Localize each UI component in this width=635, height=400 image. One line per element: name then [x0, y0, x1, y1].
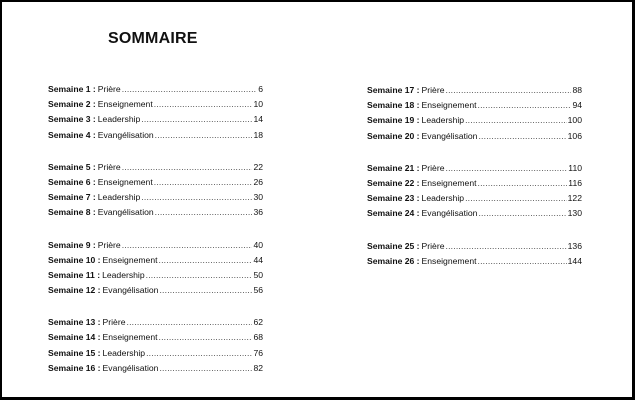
dot-leader	[141, 190, 252, 205]
toc-entry-page: 106	[567, 130, 582, 141]
toc-entry: Semaine 18 : Enseignement ..... 94	[367, 98, 582, 113]
toc-entry: Semaine 25 : Prière ..... 136	[367, 239, 582, 254]
dot-leader	[155, 205, 253, 220]
toc-entry: Semaine 15 : Leadership ..... 76	[48, 346, 263, 361]
toc-group	[48, 160, 263, 221]
toc-entry: Semaine 2 : Enseignement ..... 10	[48, 97, 263, 112]
toc-entry-label: Semaine 21	[367, 162, 415, 173]
toc-entry: Semaine 20 : Evangélisation ..... 106	[367, 129, 582, 144]
toc-entry-page: 144	[567, 255, 582, 266]
dot-leader	[126, 315, 252, 330]
toc-entry-page: 76	[253, 347, 263, 358]
toc-entry-topic: Prière	[421, 240, 445, 251]
toc-entry-page: 40	[253, 239, 263, 250]
dot-leader	[146, 346, 252, 361]
toc-entry-page: 130	[567, 208, 582, 219]
dot-leader	[465, 113, 567, 128]
toc-entry-page: 88	[572, 85, 582, 95]
toc-entry-topic: Enseignement	[421, 255, 477, 266]
dot-leader	[445, 239, 566, 254]
toc-entry-label: Semaine 11	[48, 269, 95, 280]
toc-entry-page: 22	[253, 161, 263, 172]
toc-entry-page: 100	[567, 115, 582, 126]
toc-group	[367, 239, 582, 269]
toc-entry-page: 94	[572, 100, 582, 111]
dot-leader	[141, 112, 252, 127]
toc-entry-topic: Evangélisation	[421, 130, 478, 141]
toc-entry-label: Semaine 9	[48, 239, 91, 250]
dot-leader	[159, 253, 253, 268]
toc-entry-topic: Enseignement	[97, 99, 153, 110]
toc-entry-label: Semaine 5	[48, 161, 91, 172]
toc-entry-page: 10	[253, 99, 263, 110]
toc-entry-topic: Leadership	[102, 269, 145, 280]
toc-entry-topic: Enseignement	[102, 254, 158, 265]
toc-entry: Semaine 4 : Evangélisation ..... 18	[48, 128, 263, 143]
toc-entry: Semaine 21 : Prière ..... 110	[367, 161, 582, 176]
page-title: SOMMAIRE	[108, 30, 198, 47]
dot-leader	[445, 161, 567, 176]
toc-entry-topic: Evangélisation	[102, 362, 159, 373]
toc-entry: Semaine 16 : Evangélisation ..... 82	[48, 361, 263, 376]
toc-entry-label: Semaine 15	[48, 347, 96, 358]
toc-entry-page: 6	[258, 84, 263, 94]
toc-entry: Semaine 12 : Evangélisation ..... 56	[48, 283, 263, 298]
toc-entry-label: Semaine 13	[48, 317, 96, 328]
toc-group	[48, 238, 263, 299]
toc-entry-page: 14	[253, 114, 263, 125]
toc-entry-topic: Leadership	[421, 115, 465, 126]
toc-entry: Semaine 10 : Enseignement ..... 44	[48, 253, 263, 268]
toc-entry-label: Semaine 6	[48, 176, 91, 187]
toc-entry-label: Semaine 4	[48, 129, 91, 140]
toc-entry-page: 82	[253, 362, 263, 373]
toc-group	[367, 161, 582, 222]
toc-entry: Semaine 5 : Prière ..... 22	[48, 160, 263, 175]
toc-entry-label: Semaine 10	[48, 254, 96, 265]
toc-entry-label: Semaine 26	[367, 255, 415, 266]
toc-entry-label: Semaine 22	[367, 177, 415, 188]
toc-entry-label: Semaine 8	[48, 207, 91, 218]
toc-entry-page: 110	[568, 162, 582, 173]
toc-group	[367, 83, 582, 144]
toc-entry-topic: Enseignement	[421, 177, 477, 188]
toc-entry-page: 122	[567, 193, 582, 204]
toc-entry-topic: Enseignement	[97, 176, 153, 187]
toc-entry-page: 62	[253, 317, 263, 328]
dot-leader	[478, 254, 567, 269]
toc-group	[48, 82, 263, 143]
toc-entry-label: Semaine 20	[367, 130, 415, 141]
dot-leader	[159, 361, 252, 376]
toc-entry-topic: Evangélisation	[102, 285, 159, 296]
toc-entry-topic: Enseignement	[102, 332, 158, 343]
toc-entry-label: Semaine 1	[48, 84, 91, 94]
toc-entry: Semaine 14 : Enseignement ..... 68	[48, 330, 263, 345]
toc-entry-page: 44	[253, 254, 263, 265]
toc-entry-page: 36	[253, 207, 263, 218]
toc-entry-page: 116	[568, 177, 582, 188]
toc-entry-page: 68	[253, 332, 263, 343]
toc-entry-topic: Prière	[97, 161, 121, 172]
toc-entry: Semaine 3 : Leadership ..... 14	[48, 112, 263, 127]
toc-entry-label: Semaine 24	[367, 208, 415, 219]
toc-entry: Semaine 24 : Evangélisation ..... 130	[367, 206, 582, 221]
toc-entry-topic: Enseignement	[421, 100, 477, 111]
toc-entry: Semaine 23 : Leadership ..... 122	[367, 191, 582, 206]
dot-leader	[122, 160, 253, 175]
toc-entry: Semaine 1 : Prière ..... 6	[48, 82, 263, 97]
toc-entry-topic: Leadership	[97, 192, 141, 203]
toc-entry-page: 18	[253, 129, 263, 140]
toc-entry: Semaine 7 : Leadership ..... 30	[48, 190, 263, 205]
toc-entry-label: Semaine 12	[48, 285, 96, 296]
toc-entry-topic: Prière	[97, 239, 121, 250]
toc-entry-page: 56	[253, 285, 263, 296]
dot-leader	[146, 268, 253, 283]
dot-leader	[122, 238, 253, 253]
dot-leader	[155, 128, 253, 143]
toc-entry-label: Semaine 19	[367, 115, 415, 126]
dot-leader	[465, 191, 567, 206]
toc-entry-topic: Evangélisation	[97, 207, 154, 218]
toc-entry-page: 50	[253, 269, 263, 280]
toc-entry-topic: Evangélisation	[97, 129, 154, 140]
toc-entry-topic: Prière	[97, 84, 121, 94]
toc-entry-topic: Leadership	[421, 193, 465, 204]
dot-leader	[122, 82, 258, 97]
dot-leader	[159, 330, 253, 345]
toc-entry-topic: Prière	[102, 317, 126, 328]
toc-entry: Semaine 9 : Prière ..... 40	[48, 238, 263, 253]
toc-entry-topic: Evangélisation	[421, 208, 478, 219]
toc-entry: Semaine 17 : Prière ..... 88	[367, 83, 582, 98]
toc-entry-page: 26	[253, 176, 263, 187]
toc-entry-label: Semaine 25	[367, 240, 415, 251]
dot-leader	[478, 176, 568, 191]
toc-entry-page: 30	[253, 192, 263, 203]
toc-entry: Semaine 11 : Leadership ..... 50	[48, 268, 263, 283]
toc-group	[48, 315, 263, 376]
toc-entry-label: Semaine 7	[48, 192, 91, 203]
dot-leader	[478, 129, 566, 144]
dot-leader	[478, 206, 566, 221]
toc-entry-topic: Leadership	[97, 114, 141, 125]
toc-entry-label: Semaine 3	[48, 114, 91, 125]
dot-leader	[154, 175, 253, 190]
toc-entry: Semaine 6 : Enseignement ..... 26	[48, 175, 263, 190]
toc-entry-label: Semaine 18	[367, 100, 415, 111]
toc-entry-label: Semaine 14	[48, 332, 96, 343]
toc-entry-label: Semaine 17	[367, 85, 415, 95]
toc-entry-topic: Prière	[421, 85, 445, 95]
dot-leader	[478, 98, 572, 113]
toc-entry-topic: Leadership	[102, 347, 146, 358]
toc-left-column	[48, 82, 263, 393]
toc-entry-label: Semaine 2	[48, 99, 91, 110]
toc-entry-label: Semaine 23	[367, 193, 415, 204]
toc-entry: Semaine 22 : Enseignement ..... 116	[367, 176, 582, 191]
toc-entry-topic: Prière	[421, 162, 445, 173]
dot-leader	[445, 83, 571, 98]
toc-entry: Semaine 8 : Evangélisation ..... 36	[48, 205, 263, 220]
dot-leader	[159, 283, 252, 298]
toc-entry: Semaine 19 : Leadership ..... 100	[367, 113, 582, 128]
dot-leader	[154, 97, 253, 112]
toc-right-column	[367, 83, 582, 286]
toc-entry: Semaine 26 : Enseignement ..... 144	[367, 254, 582, 269]
toc-entry-label: Semaine 16	[48, 362, 96, 373]
toc-entry-page: 136	[567, 240, 582, 251]
toc-entry: Semaine 13 : Prière ..... 62	[48, 315, 263, 330]
